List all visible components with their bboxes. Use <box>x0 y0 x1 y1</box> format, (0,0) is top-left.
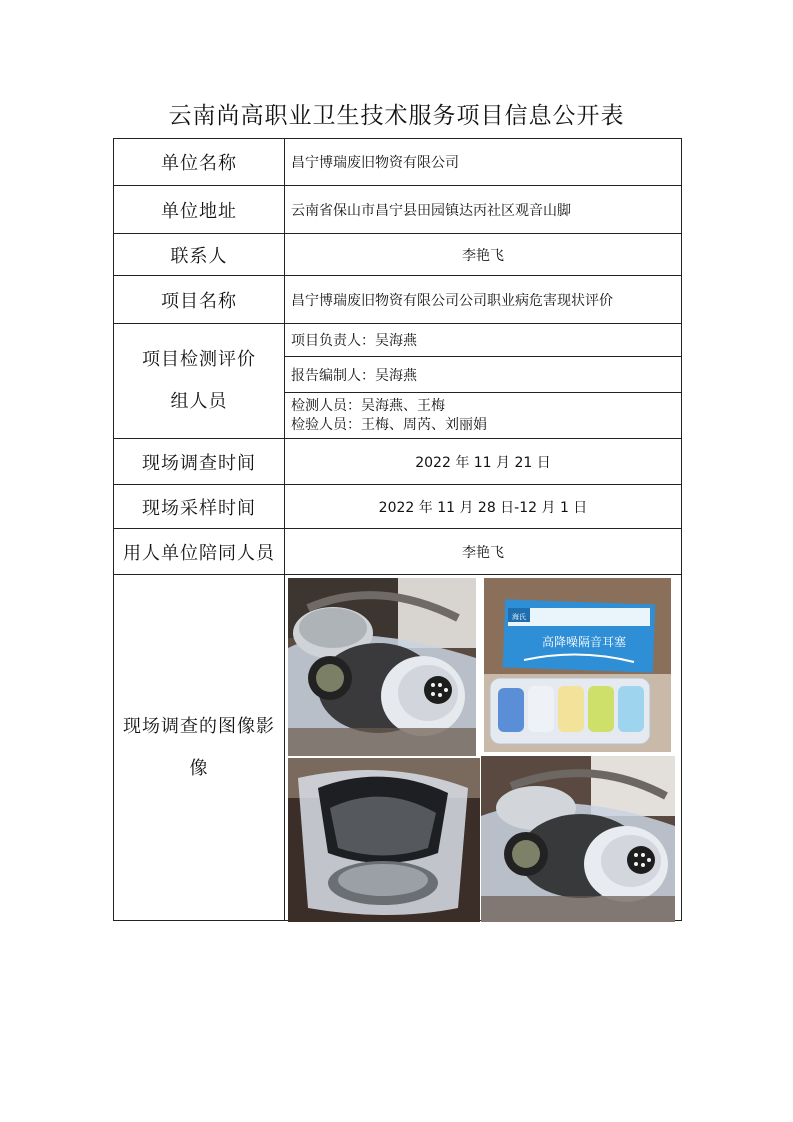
row-project-name <box>114 276 682 324</box>
staff-leader: 项目负责人：吴海燕 <box>285 324 682 357</box>
staff-inspector: 检验人员：王梅、周芮、刘丽娟 <box>291 416 487 433</box>
row-unit-name <box>114 139 682 186</box>
staff-label-line2: 组人员 <box>170 391 228 412</box>
survey-time-value: 2022 年 11 月 21 日 <box>285 439 682 485</box>
images-label-line1: 现场调查的图像影 <box>123 715 275 737</box>
photo-grid <box>285 576 683 920</box>
contact-label: 联系人 <box>114 234 285 276</box>
escort-label: 用人单位陪同人员 <box>114 529 285 575</box>
survey-time-label: 现场调查时间 <box>114 439 285 485</box>
row-escort <box>114 529 682 575</box>
row-contact <box>114 234 682 276</box>
unit-address-label: 单位地址 <box>114 186 285 234</box>
sampling-time-value: 2022 年 11 月 28 日-12 月 1 日 <box>285 485 682 529</box>
staff-label-line1: 项目检测评价 <box>142 349 256 370</box>
project-name-label: 项目名称 <box>114 276 285 324</box>
photo-goggles <box>288 758 480 922</box>
project-name-value: 昌宁博瑞废旧物资有限公司公司职业病危害现状评价 <box>285 276 682 324</box>
sampling-time-label: 现场采样时间 <box>114 485 285 529</box>
staff-tester: 检测人员：吴海燕、王梅 <box>291 397 445 414</box>
contact-value: 李艳飞 <box>285 234 682 276</box>
photo-respirator-1 <box>288 578 476 756</box>
row-sampling-time <box>114 485 682 529</box>
images-label <box>114 575 285 921</box>
staff-testers <box>285 393 682 439</box>
images-label-line2: 像 <box>189 757 209 779</box>
staff-label <box>114 324 285 439</box>
photo-earplugs <box>484 578 671 752</box>
box-product-text: 高降噪隔音耳塞 <box>541 634 627 649</box>
unit-address-value: 云南省保山市昌宁县田园镇达丙社区观音山脚 <box>285 186 682 234</box>
unit-name-label: 单位名称 <box>114 139 285 186</box>
images-cell <box>285 575 682 921</box>
box-brand-text: 海氏 <box>512 612 526 621</box>
row-staff-leader <box>114 324 682 357</box>
photo-respirator-2 <box>481 756 675 922</box>
escort-value: 李艳飞 <box>285 529 682 575</box>
unit-name-value: 昌宁博瑞废旧物资有限公司 <box>285 139 682 186</box>
row-survey-time <box>114 439 682 485</box>
row-unit-address <box>114 186 682 234</box>
info-table <box>113 138 682 921</box>
page-title: 云南尚高职业卫生技术服务项目信息公开表 <box>168 103 625 129</box>
staff-report: 报告编制人：吴海燕 <box>285 357 682 393</box>
row-images <box>114 575 682 921</box>
